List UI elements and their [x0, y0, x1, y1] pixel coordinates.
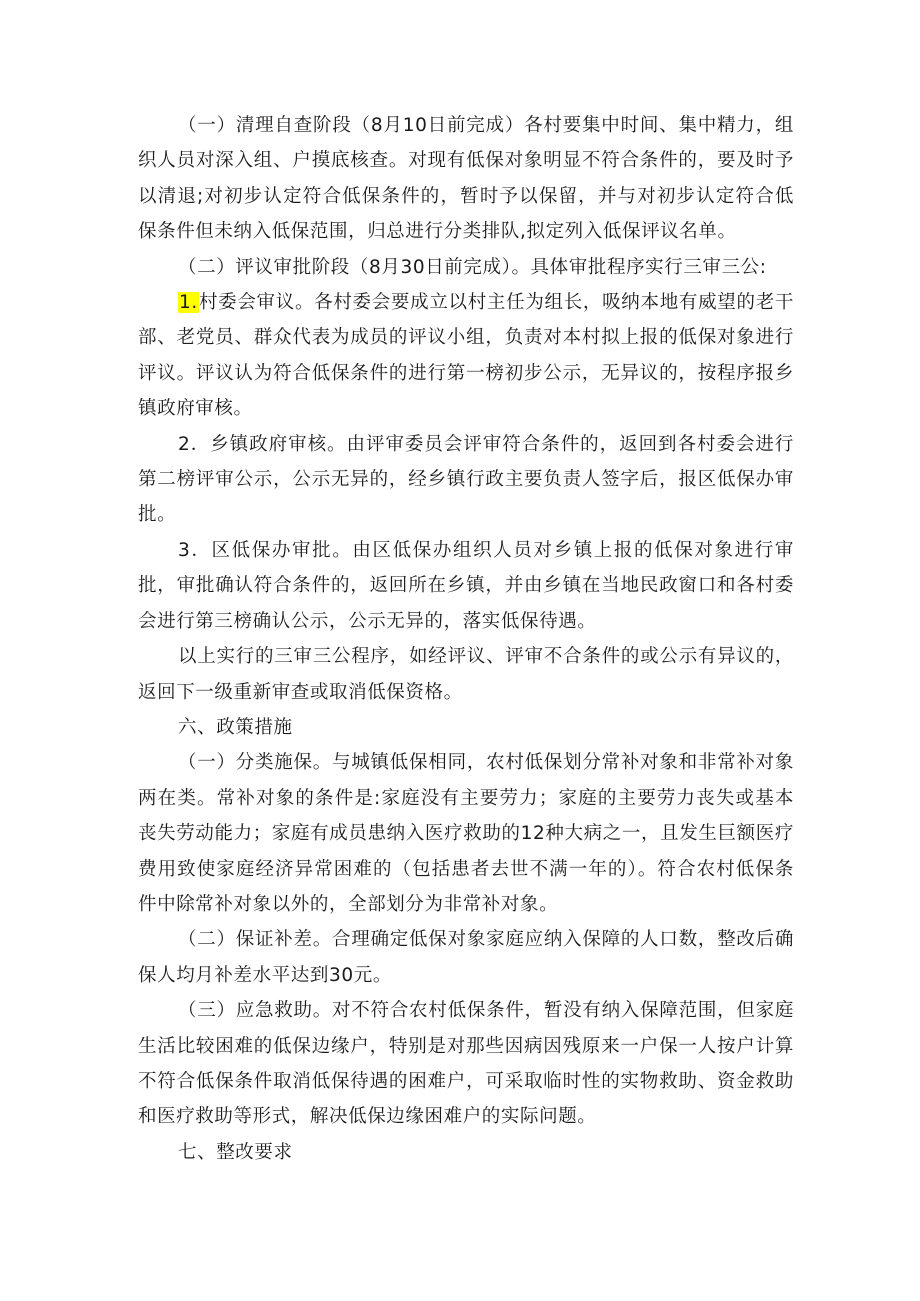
paragraph-emergency-relief: （三）应急救助。对不符合农村低保条件，暂没有纳入保障范围，但家庭生活比较困难的低保边缘户，特别是对那些因病因残原来一户保一人按户计算不符合低保条件取消低保待遇的困难户，可采取临时性的实物救助、资金救助和医疗救助等形式，解决低保边缘困难户的实际问题。: [138, 1000, 794, 1128]
paragraph-district-approval: 3．区低保办审批。由区低保办组织人员对乡镇上报的低保对象进行审批，审批确认符合条件的，返回所在乡镇，并由乡镇在当地民政窗口和各村委会进行第三榜确认公示，公示无异的，落实低保待遇。: [138, 539, 794, 632]
paragraph-village-review-text: 村委会审议。各村委会要成立以村主任为组长，吸纳本地有威望的老干部、老党员、群众代表为成员的评议小组，负责对本村拟上报的低保对象进行评议。评议认为符合低保条件的进行第一榜初步公示，无异议的，按程序报乡镇政府审核。: [138, 292, 794, 420]
paragraph-classified-support: （一）分类施保。与城镇低保相同，农村低保划分常补对象和非常补对象两在类。常补对象的条件是:家庭没有主要劳力；家庭的主要劳力丧失或基本丧失劳动能力；家庭有成员患纳入医疗救助的12种大病之一，且发生巨额医疗费用致使家庭经济异常困难的（包括患者去世不满一年的）。符合农村低保条件中除常补对象以外的，全部划分为非常补对象。: [138, 752, 794, 915]
paragraph-cleanup-stage: （一）清理自查阶段（8月10日前完成）各村要集中时间、集中精力，组织人员对深入组、户摸底核查。对现有低保对象明显不符合条件的，要及时予以清退;对初步认定符合低保条件的，暂时予以保留，并与对初步认定符合低保条件但未纳入低保范围，归总进行分类排队,拟定列入低保评议名单。: [138, 115, 794, 243]
section-heading-policy-measures: 六、政策措施: [178, 716, 293, 738]
paragraph-procedure-summary: 以上实行的三审三公程序，如经评议、评审不合条件的或公示有异议的，返回下一级重新审查或取消低保资格。: [138, 646, 794, 703]
paragraph-township-review: 2．乡镇政府审核。由评审委员会评审符合条件的，返回到各村委会进行第二榜评审公示，公示无异的，经乡镇行政主要负责人签字后，报区低保办审批。: [138, 433, 794, 526]
section-heading-rectification-requirements: 七、整改要求: [178, 1141, 293, 1163]
paragraph-review-stage: （二）评议审批阶段（8月30日前完成）。具体审批程序实行三审三公:: [178, 256, 767, 278]
highlighted-list-marker: 1.: [179, 292, 198, 314]
document-body: [138, 108, 794, 1170]
paragraph-village-review: [138, 285, 794, 427]
paragraph-guarantee-subsidy: （二）保证补差。合理确定低保对象家庭应纳入保障的人口数，整改后确保人均月补差水平达到30元。: [138, 929, 794, 986]
